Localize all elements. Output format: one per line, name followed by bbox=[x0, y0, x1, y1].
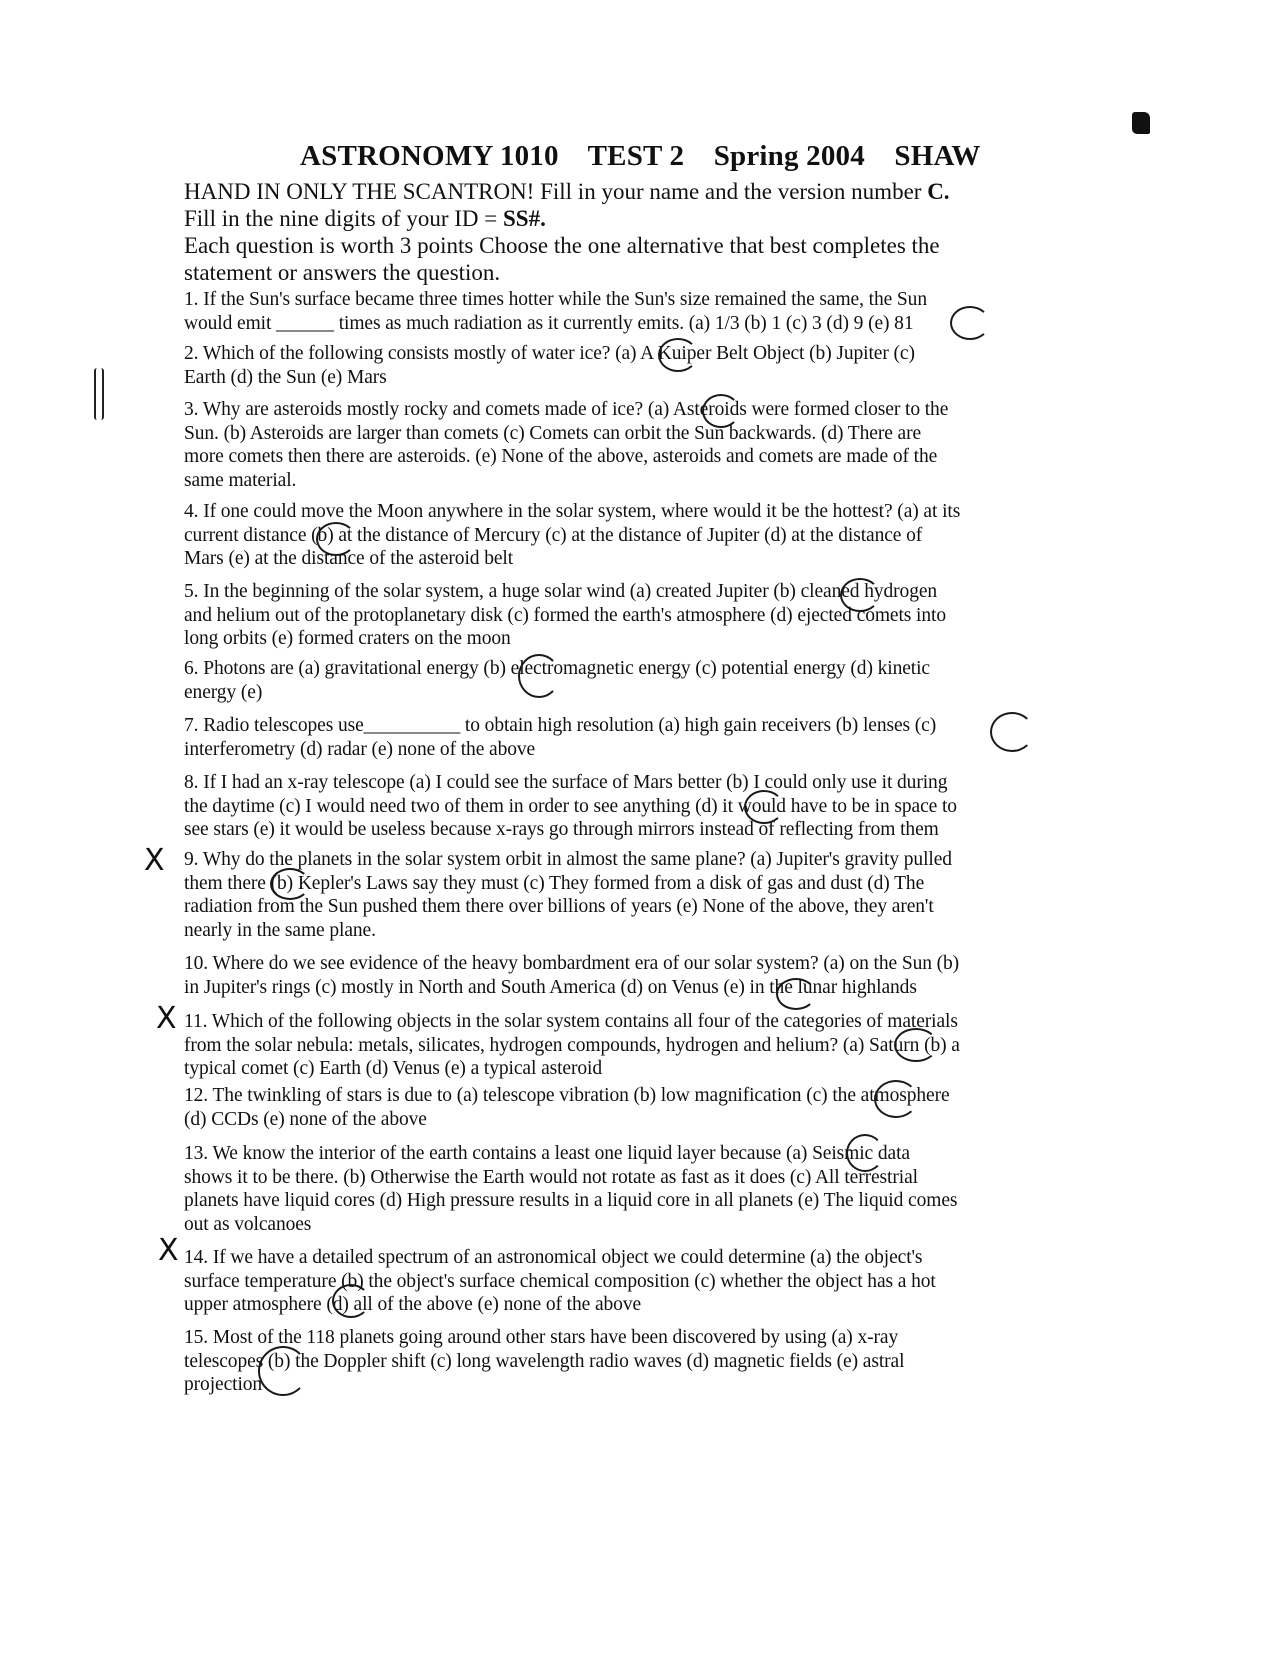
question-14-line-3: upper atmosphere (d) all of the above (e) none of the above bbox=[184, 1294, 642, 1315]
question-14-line-1: 14. If we have a detailed spectrum of an astronomical object we could determine (a) the object's bbox=[184, 1247, 923, 1268]
question-13-line-3: planets have liquid cores (d) High pressure results in a liquid core in all planets (e) The liquid comes bbox=[184, 1190, 958, 1211]
question-2-line-1: 2. Which of the following consists mostly of water ice? (a) A Kuiper Belt Object (b) Jupiter (c) bbox=[184, 343, 915, 364]
answer-circle-q2 bbox=[658, 338, 698, 372]
question-3-line-1: 3. Why are asteroids mostly rocky and comets made of ice? (a) Asteroids were formed closer to the bbox=[184, 399, 949, 420]
question-12-line-1: 12. The twinkling of stars is due to (a) telescope vibration (b) low magnification (c) the atmosphere bbox=[184, 1085, 950, 1106]
question-13-line-2: shows it to be there. (b) Otherwise the Earth would not rotate as fast as it does (c) All terrestrial bbox=[184, 1166, 918, 1188]
answer-circle-q15 bbox=[258, 1346, 308, 1396]
answer-circle-q3 bbox=[702, 394, 740, 428]
answer-circle-q13 bbox=[846, 1134, 884, 1172]
question-2 bbox=[184, 342, 1104, 389]
handwritten-x-mark-q11: X bbox=[156, 1001, 177, 1036]
question-6 bbox=[184, 657, 1104, 704]
question-3-line-3: more comets then there are asteroids. (e) None of the above, asteroids and comets are made of the bbox=[184, 446, 938, 467]
question-12-line-2: (d) CCDs (e) none of the above bbox=[184, 1108, 427, 1130]
answer-circle-q1 bbox=[950, 306, 990, 340]
question-2-line-2: Earth (d) the Sun (e) Mars bbox=[184, 366, 387, 388]
answer-circle-q8 bbox=[744, 790, 784, 824]
question-11 bbox=[184, 1010, 1104, 1081]
question-5 bbox=[184, 580, 1104, 651]
question-3-line-2: Sun. (b) Asteroids are larger than comets (c) Comets can orbit the Sun backwards. (d) There are bbox=[184, 422, 922, 444]
question-8-line-1: 8. If I had an x-ray telescope (a) I could see the surface of Mars better (b) I could only use it during bbox=[184, 772, 948, 793]
question-5-line-3: long orbits (e) formed craters on the moon bbox=[184, 628, 511, 649]
question-8-line-3: see stars (e) it would be useless because x-rays go through mirrors instead of reflecting from them bbox=[184, 819, 939, 840]
question-10-line-2: in Jupiter's rings (c) mostly in North and South America (d) on Venus (e) in the lunar highlands bbox=[184, 976, 917, 998]
answer-circle-q10 bbox=[776, 978, 816, 1010]
answer-circle-q14 bbox=[332, 1284, 370, 1318]
question-7-line-1: 7. Radio telescopes use__________ to obtain high resolution (a) high gain receivers (b) lenses (c) bbox=[184, 715, 937, 736]
question-15-line-3: projection bbox=[184, 1374, 263, 1395]
instructions-line-4: statement or answers the question. bbox=[184, 260, 501, 285]
instructions bbox=[184, 178, 1084, 286]
question-9-line-2: them there (b) Kepler's Laws say they must (c) They formed from a disk of gas and dust (d) The bbox=[184, 872, 925, 894]
margin-ink-mark bbox=[94, 368, 104, 420]
question-14-line-2: surface temperature (b) the object's surface chemical composition (c) whether the object has a hot bbox=[184, 1270, 936, 1292]
corner-ink-mark bbox=[1132, 112, 1150, 134]
question-9-line-3: radiation from the Sun pushed them there over billions of years (e) None of the above, they aren't bbox=[184, 896, 934, 917]
answer-circle-q5 bbox=[840, 578, 880, 612]
question-4-line-1: 4. If one could move the Moon anywhere in the solar system, where would it be the hottest? (a) at its bbox=[184, 501, 961, 522]
handwritten-x-mark-q14: X bbox=[158, 1233, 179, 1268]
title-term: Spring 2004 bbox=[713, 140, 865, 172]
question-6-line-2: energy (e) bbox=[184, 681, 263, 703]
question-7-line-2: interferometry (d) radar (e) none of the above bbox=[184, 738, 536, 760]
question-11-line-3: typical comet (c) Earth (d) Venus (e) a typical asteroid bbox=[184, 1058, 602, 1079]
question-4-line-2: current distance (b) at the distance of Mercury (c) at the distance of Jupiter (d) at the distance of bbox=[184, 524, 923, 546]
question-15-line-2: telescopes (b) the Doppler shift (c) long wavelength radio waves (d) magnetic fields (e) astral bbox=[184, 1350, 905, 1372]
question-5-line-1: 5. In the beginning of the solar system, a huge solar wind (a) created Jupiter (b) cleaned hydrogen bbox=[184, 581, 938, 602]
question-14 bbox=[184, 1246, 1104, 1317]
title-test: TEST 2 bbox=[587, 140, 685, 172]
id-label: SS#. bbox=[502, 206, 546, 231]
question-13-line-4: out as volcanoes bbox=[184, 1213, 312, 1235]
page-title bbox=[300, 140, 1003, 173]
question-3 bbox=[184, 398, 1104, 492]
question-1-line-1: 1. If the Sun's surface became three times hotter while the Sun's size remained the same, the Sun bbox=[184, 289, 927, 310]
answer-circle-q12 bbox=[874, 1080, 918, 1118]
answer-circle-q9 bbox=[270, 868, 310, 900]
answer-circle-q4 bbox=[316, 522, 356, 556]
question-8-line-2: the daytime (c) I would need two of them in order to see anything (d) it would have to be in space to bbox=[184, 795, 957, 817]
instructions-line-3: Each question is worth 3 points Choose the one alternative that best completes the bbox=[184, 233, 940, 258]
question-11-line-1: 11. Which of the following objects in the solar system contains all four of the categories of materials bbox=[184, 1011, 958, 1032]
question-8 bbox=[184, 771, 1104, 842]
title-instructor: SHAW bbox=[894, 140, 981, 172]
question-10 bbox=[184, 952, 1104, 999]
question-11-line-2: from the solar nebula: metals, silicates, hydrogen compounds, hydrogen and helium? (a) Saturn (b) a bbox=[184, 1034, 960, 1056]
title-course: ASTRONOMY 1010 bbox=[300, 140, 559, 172]
version-number: C. bbox=[927, 179, 950, 204]
question-15 bbox=[184, 1326, 1104, 1397]
answer-circle-q11 bbox=[894, 1028, 938, 1062]
question-10-line-1: 10. Where do we see evidence of the heavy bombardment era of our solar system? (a) on the Sun (b) bbox=[184, 953, 960, 974]
question-9-line-4: nearly in the same plane. bbox=[184, 919, 376, 941]
answer-circle-q6 bbox=[518, 654, 560, 698]
question-4-line-3: Mars (e) at the distance of the asteroid belt bbox=[184, 548, 514, 569]
question-9-line-1: 9. Why do the planets in the solar system orbit in almost the same plane? (a) Jupiter's gravity pulled bbox=[184, 849, 952, 870]
question-1-line-2: would emit ______ times as much radiation as it currently emits. (a) 1/3 (b) 1 (c) 3 (d) 9 (e) 81 bbox=[184, 312, 914, 334]
handwritten-x-mark-q9: X bbox=[144, 843, 165, 878]
answer-circle-q7 bbox=[990, 712, 1034, 752]
question-3-line-4: same material. bbox=[184, 469, 297, 491]
question-13-line-1: 13. We know the interior of the earth contains a least one liquid layer because (a) Seismic data bbox=[184, 1143, 910, 1164]
question-7 bbox=[184, 714, 1104, 761]
instructions-line-1: HAND IN ONLY THE SCANTRON! Fill in your name and the version number C. bbox=[184, 179, 950, 204]
question-15-line-1: 15. Most of the 118 planets going around other stars have been discovered by using (a) x-ray bbox=[184, 1327, 899, 1348]
instructions-line-2: Fill in the nine digits of your ID = SS#. bbox=[184, 206, 546, 231]
question-9 bbox=[184, 848, 1104, 942]
question-5-line-2: and helium out of the protoplanetary disk (c) formed the earth's atmosphere (d) ejected comets into bbox=[184, 604, 946, 626]
question-13 bbox=[184, 1142, 1104, 1236]
question-12 bbox=[184, 1084, 1104, 1131]
question-6-line-1: 6. Photons are (a) gravitational energy (b) electromagnetic energy (c) potential energy (d) kinetic bbox=[184, 658, 930, 679]
